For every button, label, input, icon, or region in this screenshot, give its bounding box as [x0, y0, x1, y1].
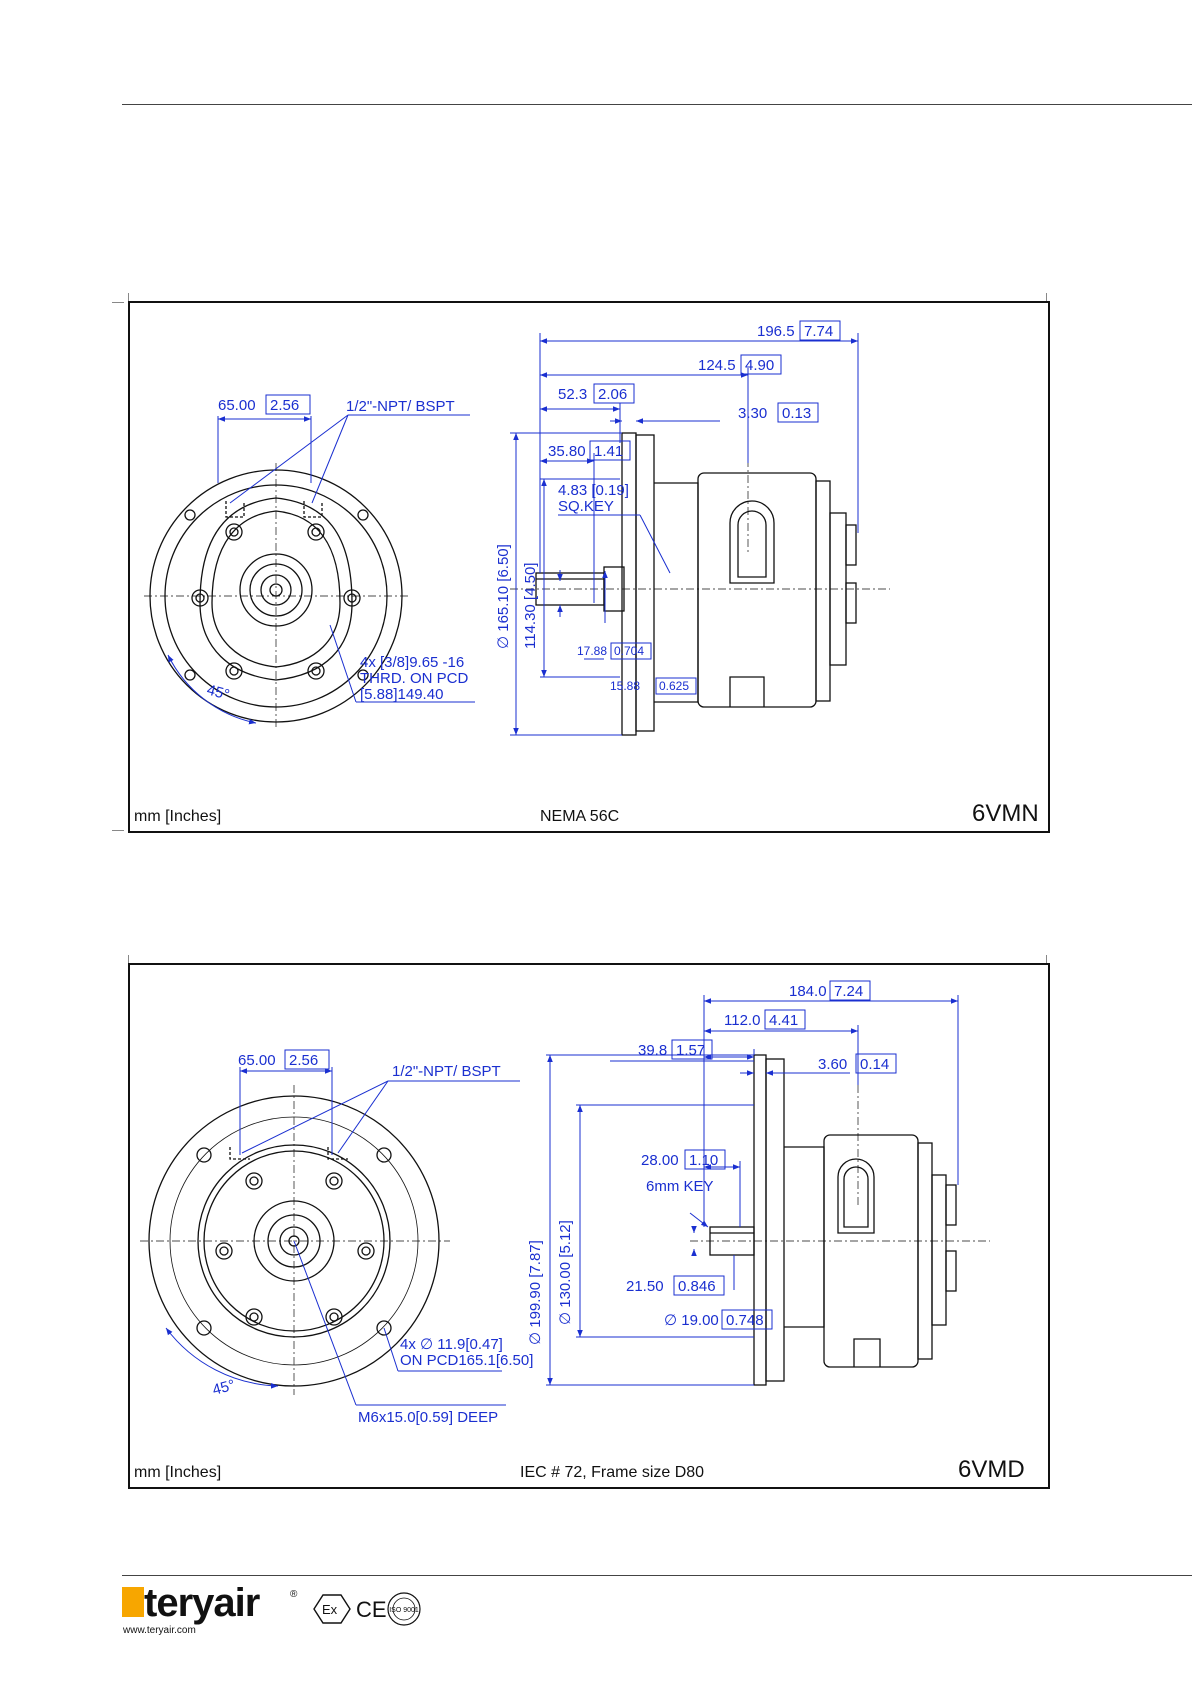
dim-2150-inch: 0.846	[678, 1278, 716, 1295]
dim-124: 124.5	[698, 357, 736, 374]
model-label: 6VMN	[972, 800, 1039, 827]
dim-184: 184.0	[789, 983, 827, 1000]
crop-mark	[128, 293, 129, 301]
dim-196: 196.5	[757, 323, 795, 340]
dim-52: 52.3	[558, 386, 588, 403]
dim-11430: 114.30 [4.50]	[522, 562, 539, 649]
drawing-6vmd	[128, 963, 1050, 1489]
npt-label: 1/2"-NPT/ BSPT	[392, 1063, 501, 1080]
drawing-6vmn	[128, 301, 1050, 833]
dim-196-inch: 7.74	[804, 323, 834, 340]
dim-360-inch: 0.14	[860, 1056, 890, 1073]
dim-112-inch: 4.41	[769, 1012, 799, 1029]
dim-1900-inch: 0.748	[726, 1312, 764, 1329]
key-line-1: 4.83 [0.19]	[558, 482, 629, 499]
dim-1788: 17.88	[577, 644, 608, 658]
logo-orange-block	[122, 1587, 144, 1617]
units-label: mm [Inches]	[134, 1464, 222, 1481]
angle-label: 45°	[204, 681, 232, 704]
dim-1588-inch: 0.625	[659, 679, 690, 693]
dim-65: 65.00	[238, 1052, 276, 1069]
crop-mark	[112, 302, 124, 303]
dim-52-inch: 2.06	[598, 386, 628, 403]
svg-text:Ex: Ex	[322, 1602, 338, 1617]
drawing-6vmd-svg	[130, 965, 1048, 1487]
crop-mark	[128, 955, 129, 963]
crop-mark	[112, 830, 124, 831]
thread-line-2: THRD. ON PCD	[360, 670, 469, 687]
dim-19990: ∅ 199.90 [7.87]	[527, 1240, 544, 1345]
dim-112: 112.0	[724, 1012, 761, 1029]
svg-text:ISO 9001: ISO 9001	[389, 1607, 419, 1614]
dim-1900: ∅ 19.00	[664, 1312, 719, 1329]
dim-1588: 15.88	[610, 679, 641, 693]
ce-mark-icon: CE	[356, 1597, 387, 1622]
dim-2150: 21.50	[626, 1278, 664, 1295]
m6-label: M6x15.0[0.59] DEEP	[358, 1409, 499, 1426]
standard-label: IEC # 72, Frame size D80	[520, 1464, 705, 1481]
dim-2800: 28.00	[641, 1152, 679, 1169]
key-line-2: SQ.KEY	[558, 498, 614, 515]
key-label: 6mm KEY	[646, 1178, 714, 1195]
dim-65: 65.00	[218, 397, 256, 414]
top-rule	[122, 104, 1192, 105]
iso-seal-icon	[388, 1593, 420, 1625]
crop-mark	[1046, 955, 1047, 963]
crop-mark	[1046, 293, 1047, 301]
model-label: 6VMD	[958, 1456, 1025, 1483]
ex-cert-icon	[314, 1595, 350, 1623]
dim-124-inch: 4.90	[745, 357, 775, 374]
dim-358-inch: 1.41	[594, 443, 624, 460]
thread-line-1: 4x [3/8]9.65 -16	[360, 654, 465, 671]
dim-184-inch: 7.24	[834, 983, 864, 1000]
dim-358: 35.80	[548, 443, 586, 460]
hole-line-2: ON PCD165.1[6.50]	[400, 1352, 534, 1369]
dim-13000: ∅ 130.00 [5.12]	[557, 1220, 574, 1325]
standard-label: NEMA 56C	[540, 808, 620, 825]
teryair-logo	[122, 1583, 422, 1643]
dim-65-inch: 2.56	[270, 397, 300, 414]
registered-mark: ®	[290, 1589, 298, 1600]
dim-16510: ∅ 165.10 [6.50]	[495, 544, 512, 649]
dim-398: 39.8	[638, 1042, 668, 1059]
dim-330-inch: 0.13	[782, 405, 812, 422]
dim-360: 3.60	[818, 1056, 848, 1073]
side-view	[510, 433, 890, 735]
dim-65-inch: 2.56	[289, 1052, 319, 1069]
dim-1788-inch: 0.704	[614, 644, 645, 658]
footer-logos	[122, 1583, 422, 1643]
npt-label: 1/2"-NPT/ BSPT	[346, 398, 455, 415]
units-label: mm [Inches]	[134, 808, 222, 825]
drawing-6vmn-svg	[130, 303, 1048, 831]
angle-label: 45°	[210, 1376, 237, 1399]
dim-398-inch: 1.57	[676, 1042, 706, 1059]
dim-2800-inch: 1.10	[689, 1152, 719, 1169]
hole-line-1: 4x ∅ 11.9[0.47]	[400, 1336, 503, 1353]
bottom-rule	[122, 1575, 1192, 1576]
thread-line-3: [5.88]149.40	[360, 686, 444, 703]
brand-name: teryair	[144, 1583, 260, 1625]
dim-330: 3.30	[738, 405, 768, 422]
website-label: www.teryair.com	[123, 1625, 196, 1636]
